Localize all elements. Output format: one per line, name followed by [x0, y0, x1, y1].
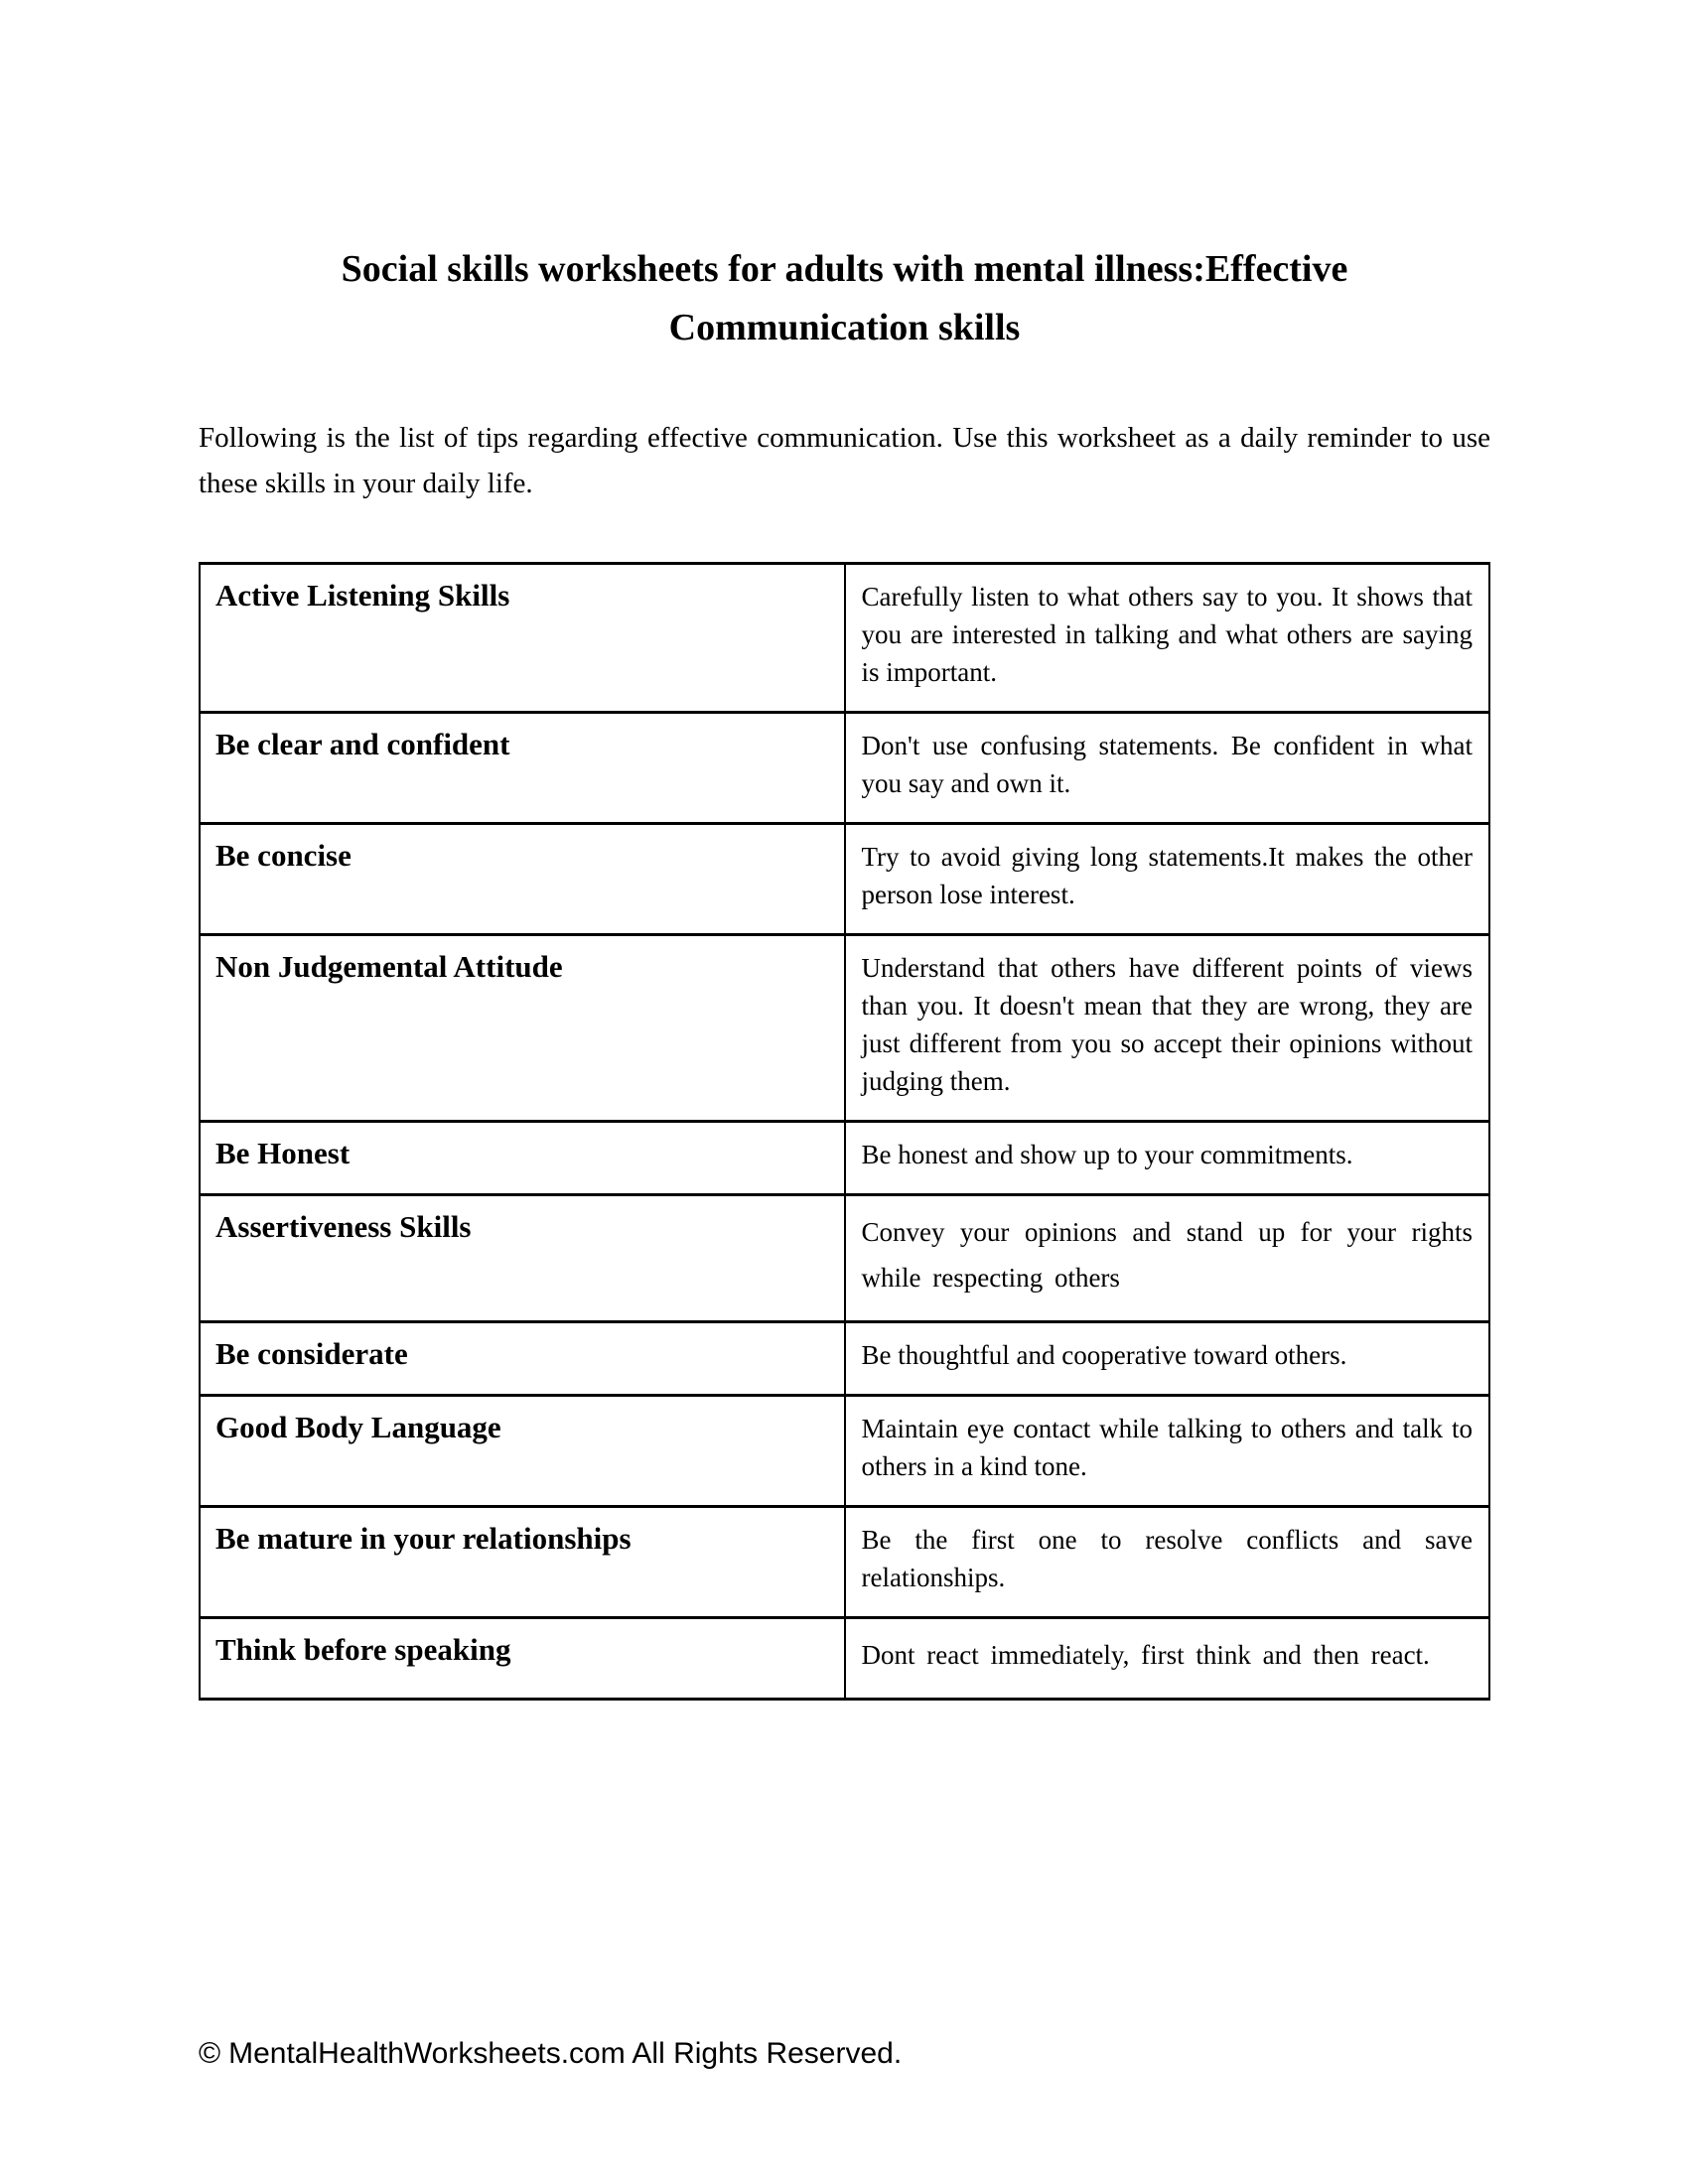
skill-description-cell: Be honest and show up to your commitments. [845, 1122, 1490, 1195]
skill-name-cell: Active Listening Skills [200, 564, 845, 713]
table-row [200, 1618, 1489, 1700]
skill-name-cell: Be clear and confident [200, 713, 845, 824]
skill-name-cell: Be concise [200, 824, 845, 935]
intro-paragraph: Following is the list of tips regarding effective communication. Use this worksheet as a daily reminder to use these skills in your daily life. [199, 422, 1490, 499]
page-title-line-1: Social skills worksheets for adults with mental illness:Effective [341, 248, 1348, 290]
skill-description-cell: Be thoughtful and cooperative toward others. [845, 1322, 1490, 1396]
skill-description-cell: Carefully listen to what others say to you. It shows that you are interested in talking and what others are saying is important. [845, 564, 1490, 713]
skill-name-cell: Be Honest [200, 1122, 845, 1195]
table-row [200, 1322, 1489, 1396]
skill-name-cell: Non Judgemental Attitude [200, 935, 845, 1122]
skill-name-cell: Good Body Language [200, 1396, 845, 1507]
copyright-text: MentalHealthWorksheets.com All Rights Reserved. [228, 2037, 903, 2070]
skills-table [199, 562, 1490, 1701]
skill-description-cell: Dont react immediately, first think and then react. [845, 1618, 1490, 1700]
page-title [199, 240, 1490, 357]
copyright-footer [199, 2034, 902, 2074]
table-row [200, 1195, 1489, 1322]
skill-description-cell: Understand that others have different points of views than you. It doesn't mean that they are wrong, they are just different from you so accept their opinions without judging them. [845, 935, 1490, 1122]
table-row [200, 1122, 1489, 1195]
skill-description-cell: Be the first one to resolve conflicts and save relationships. [845, 1507, 1490, 1618]
skill-name-cell: Be considerate [200, 1322, 845, 1396]
page-title-line-2: Communication skills [668, 307, 1021, 348]
table-row [200, 1396, 1489, 1507]
skill-description-cell: Don't use confusing statements. Be confident in what you say and own it. [845, 713, 1490, 824]
skills-table-body [200, 564, 1489, 1700]
skill-name-cell: Think before speaking [200, 1618, 845, 1700]
skill-description-cell: Try to avoid giving long statements.It makes the other person lose interest. [845, 824, 1490, 935]
skill-name-cell: Be mature in your relationships [200, 1507, 845, 1618]
table-row [200, 713, 1489, 824]
table-row [200, 935, 1489, 1122]
skill-name-cell: Assertiveness Skills [200, 1195, 845, 1322]
skill-description-cell: Maintain eye contact while talking to others and talk to others in a kind tone. [845, 1396, 1490, 1507]
table-row [200, 824, 1489, 935]
table-row [200, 1507, 1489, 1618]
table-row [200, 564, 1489, 713]
skill-description-cell: Convey your opinions and stand up for your rights while respecting others [845, 1195, 1490, 1322]
copyright-icon: © [199, 2037, 221, 2070]
page-content [199, 0, 1490, 1701]
